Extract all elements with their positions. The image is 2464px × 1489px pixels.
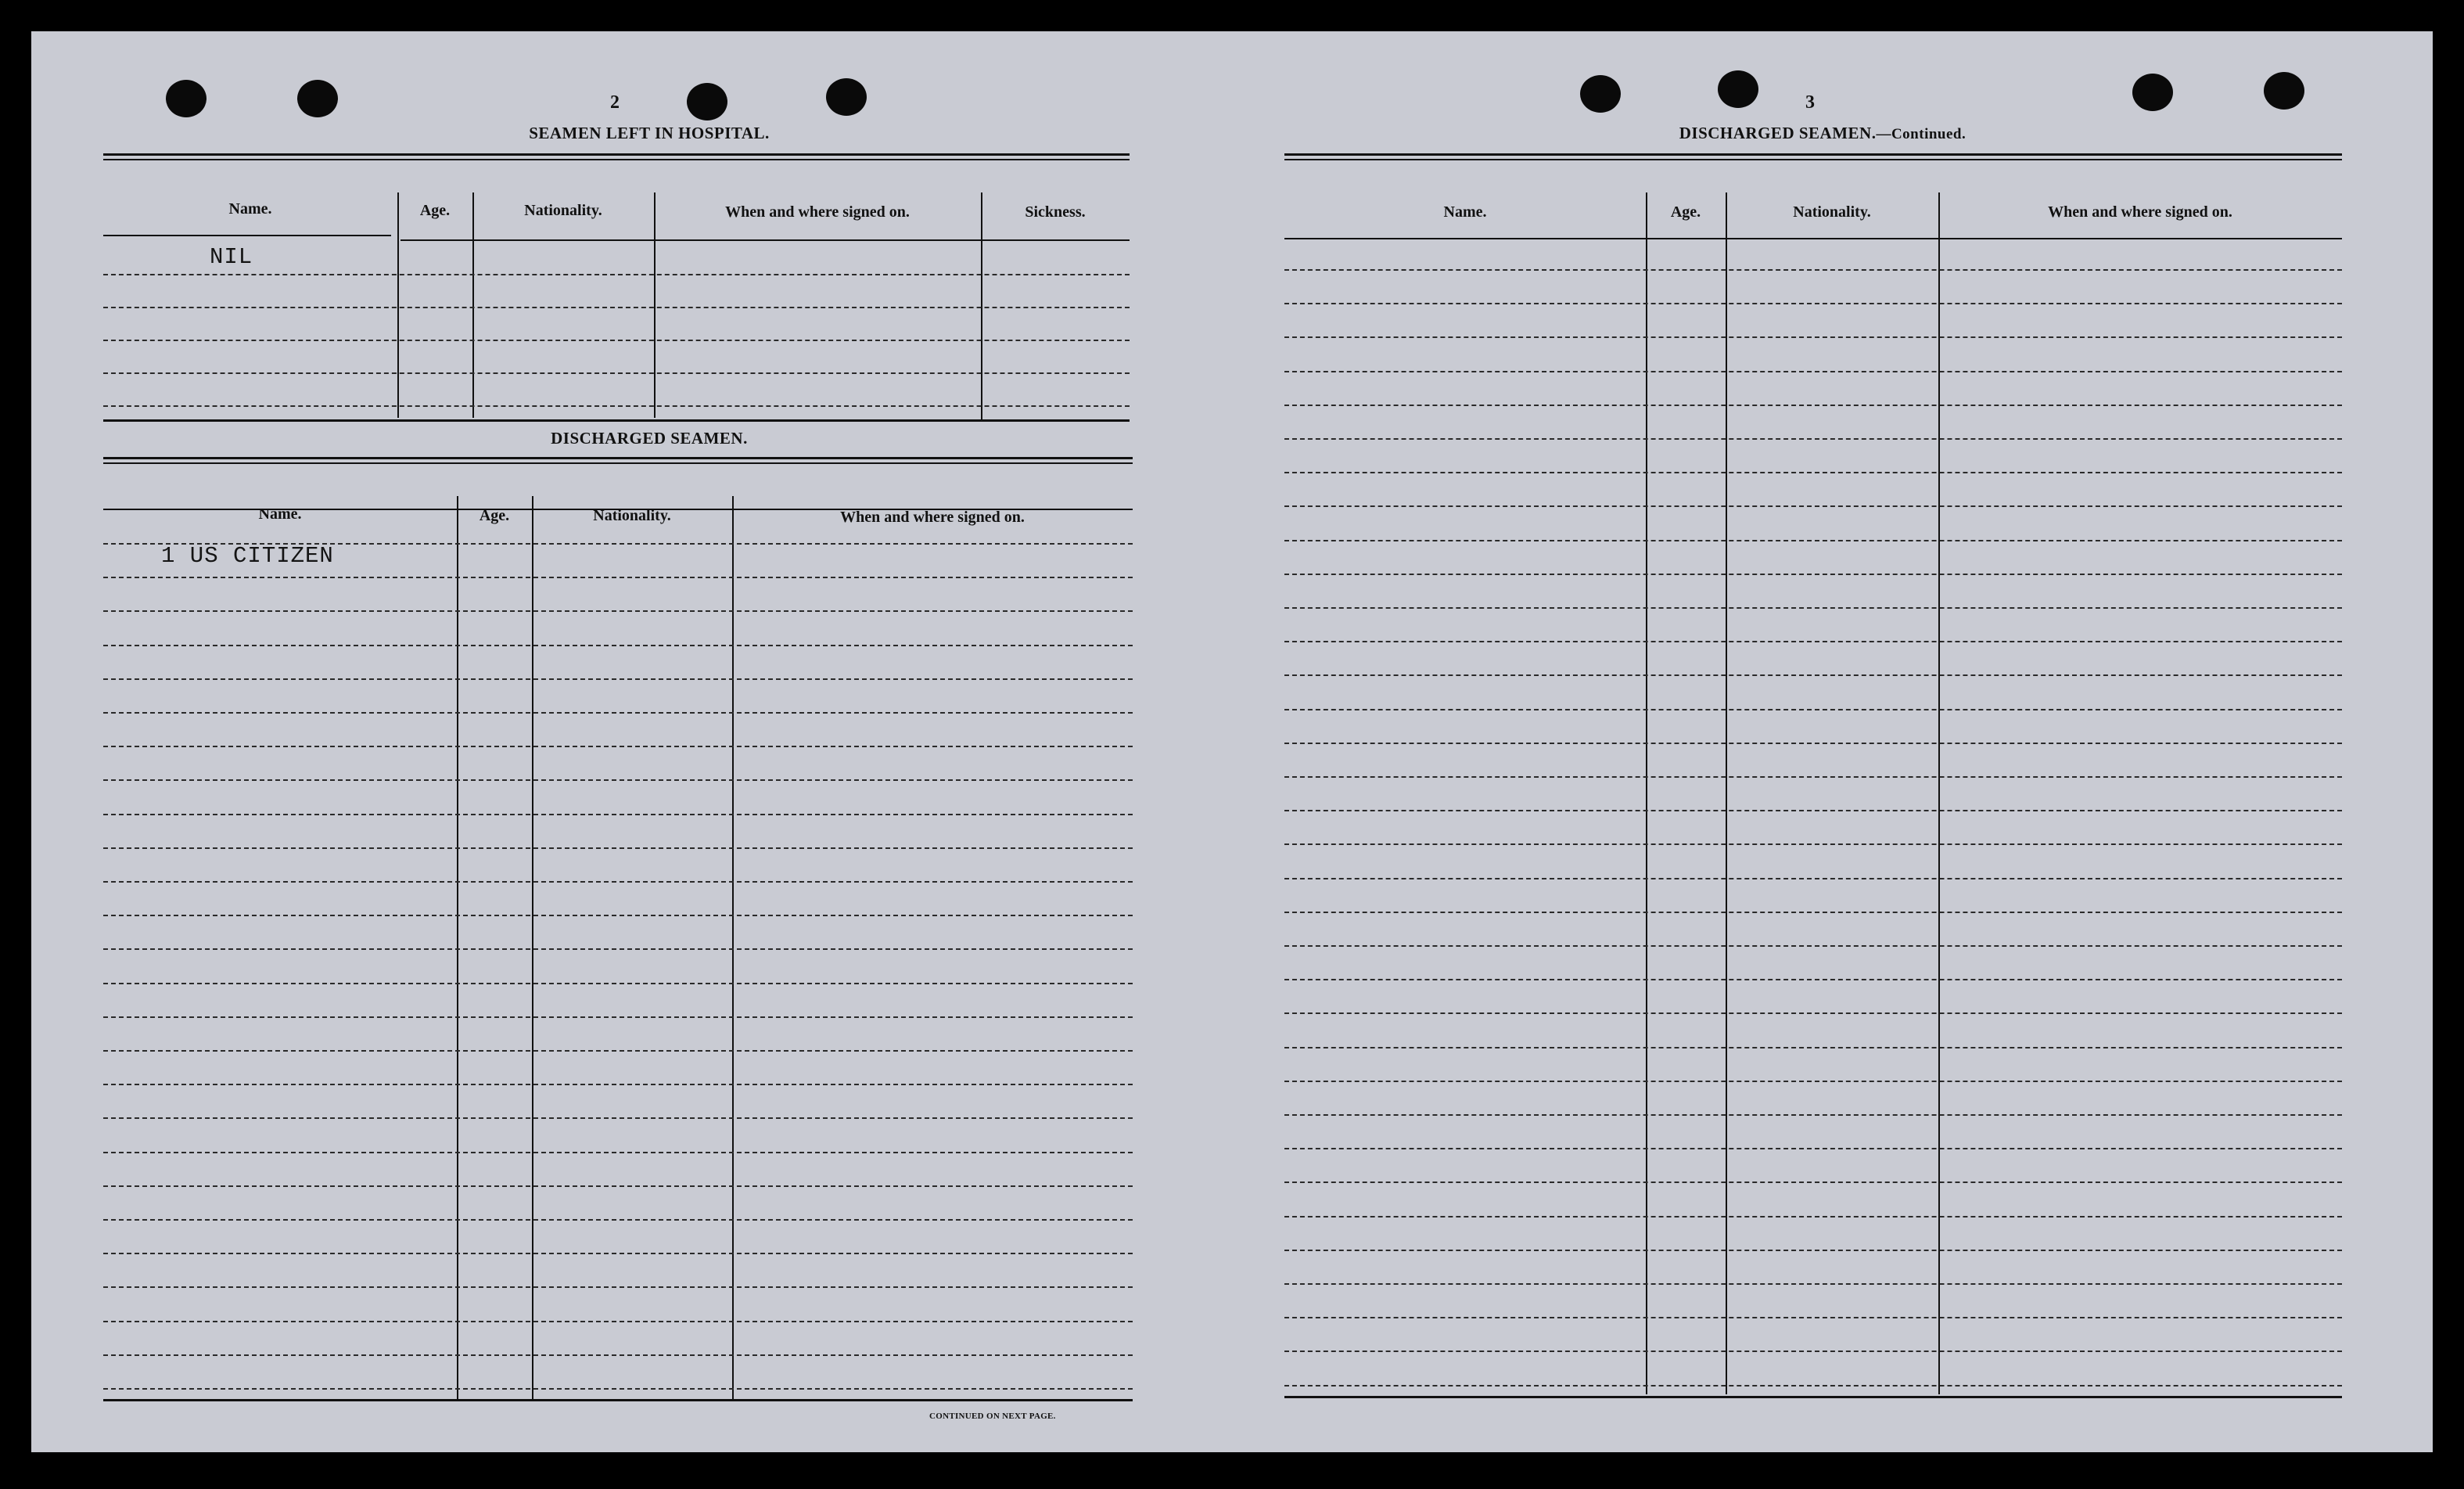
table-row	[1284, 776, 2342, 778]
table-row	[1284, 843, 2342, 845]
column-header-signed-on: When and where signed on.	[2048, 203, 2232, 221]
table-row	[103, 881, 1133, 883]
table-row	[103, 1152, 1133, 1153]
table-row	[1284, 1081, 2342, 1082]
punch-hole	[2264, 72, 2304, 110]
punch-hole	[2132, 74, 2173, 111]
table-row	[103, 746, 1133, 747]
column-header-age: Age.	[479, 507, 510, 524]
column-header-name: Name.	[258, 505, 302, 523]
continued-note: CONTINUED ON NEXT PAGE.	[929, 1412, 1056, 1421]
table-row	[1284, 810, 2342, 811]
punch-hole	[1580, 75, 1621, 113]
table-row	[103, 1253, 1133, 1254]
table-row	[1284, 641, 2342, 642]
table-row	[1284, 878, 2342, 879]
table-row	[1284, 912, 2342, 913]
table-row	[103, 847, 1133, 849]
table-row	[103, 948, 1133, 950]
ledger-sheet	[31, 31, 2433, 1452]
table-row	[1284, 1283, 2342, 1285]
punch-hole	[826, 78, 867, 116]
column-header-name: Name.	[228, 200, 272, 218]
table-row	[103, 1286, 1133, 1288]
table-row	[103, 1084, 1133, 1085]
table-row	[1284, 709, 2342, 710]
column-header-age: Age.	[419, 202, 451, 219]
punch-hole	[687, 83, 727, 120]
table-row	[1284, 979, 2342, 980]
table-row	[1284, 607, 2342, 609]
table-row	[1284, 1114, 2342, 1116]
table-row	[1284, 472, 2342, 473]
table-row	[1284, 1181, 2342, 1183]
discharged-rows	[103, 457, 1133, 1396]
table-row	[1284, 1047, 2342, 1048]
punch-hole	[1718, 70, 1758, 108]
table-row	[1284, 371, 2342, 372]
table-row	[1284, 1012, 2342, 1014]
punch-hole	[166, 80, 207, 117]
table-row	[1284, 505, 2342, 507]
table-row	[103, 1117, 1133, 1119]
column-header-nationality: Nationality.	[593, 507, 671, 524]
column-header-signed-on: When and where signed on.	[725, 203, 910, 221]
section-heading-hospital: SEAMEN LEFT IN HOSPITAL.	[529, 124, 770, 142]
discharged-entry-name: 1 US CITIZEN	[161, 543, 334, 569]
table-row	[103, 1219, 1133, 1221]
table-row	[1284, 269, 2342, 271]
table-row	[103, 779, 1133, 781]
table-row	[1284, 1148, 2342, 1149]
table-row	[1284, 574, 2342, 575]
table-row	[1284, 945, 2342, 947]
table-row	[1284, 438, 2342, 440]
heading-main: DISCHARGED SEAMEN.	[1679, 124, 1877, 142]
column-header-nationality: Nationality.	[1793, 203, 1871, 221]
table-row	[103, 1185, 1133, 1187]
table-row	[103, 405, 1130, 407]
table-row	[103, 577, 1133, 578]
table-row	[103, 1016, 1133, 1018]
table-row	[103, 372, 1130, 374]
punch-hole	[297, 80, 338, 117]
discharged-table	[103, 457, 1133, 1407]
table-row	[1284, 743, 2342, 744]
column-header-sickness: Sickness.	[1025, 203, 1086, 221]
table-row	[103, 814, 1133, 815]
table-row	[1284, 336, 2342, 338]
table-row	[103, 307, 1130, 308]
section-heading-discharged: DISCHARGED SEAMEN.	[551, 429, 748, 448]
discharged-continued-table	[1284, 153, 2342, 1405]
table-row	[103, 915, 1133, 916]
table-row	[1284, 1216, 2342, 1217]
table-row	[1284, 1351, 2342, 1352]
table-row	[103, 678, 1133, 680]
table-row	[1284, 303, 2342, 304]
table-row	[1284, 540, 2342, 541]
section-heading-discharged-continued	[1627, 124, 2018, 143]
table-row	[1284, 405, 2342, 406]
column-header-name: Name.	[1443, 203, 1487, 221]
column-header-signed-on: When and where signed on.	[840, 509, 1025, 526]
table-row	[103, 340, 1130, 341]
table-row	[1284, 1250, 2342, 1251]
column-header-nationality: Nationality.	[524, 202, 602, 219]
table-row	[1284, 1317, 2342, 1318]
table-row	[103, 1050, 1133, 1052]
table-row	[103, 712, 1133, 714]
page-number: 2	[610, 92, 620, 113]
table-row	[103, 1321, 1133, 1322]
discharged-continued-rows	[1284, 153, 2342, 1397]
table-row	[1284, 674, 2342, 676]
table-row	[103, 645, 1133, 646]
table-row	[103, 610, 1133, 612]
hospital-entry-name: NIL	[210, 244, 253, 270]
table-row	[1284, 1385, 2342, 1386]
hospital-table	[103, 153, 1130, 424]
page-number: 3	[1805, 92, 1815, 113]
heading-continued: —Continued.	[1876, 126, 1967, 142]
column-header-age: Age.	[1670, 203, 1701, 221]
table-row	[103, 274, 1130, 275]
table-row	[103, 1388, 1133, 1390]
table-row	[103, 983, 1133, 984]
table-row	[103, 1354, 1133, 1356]
